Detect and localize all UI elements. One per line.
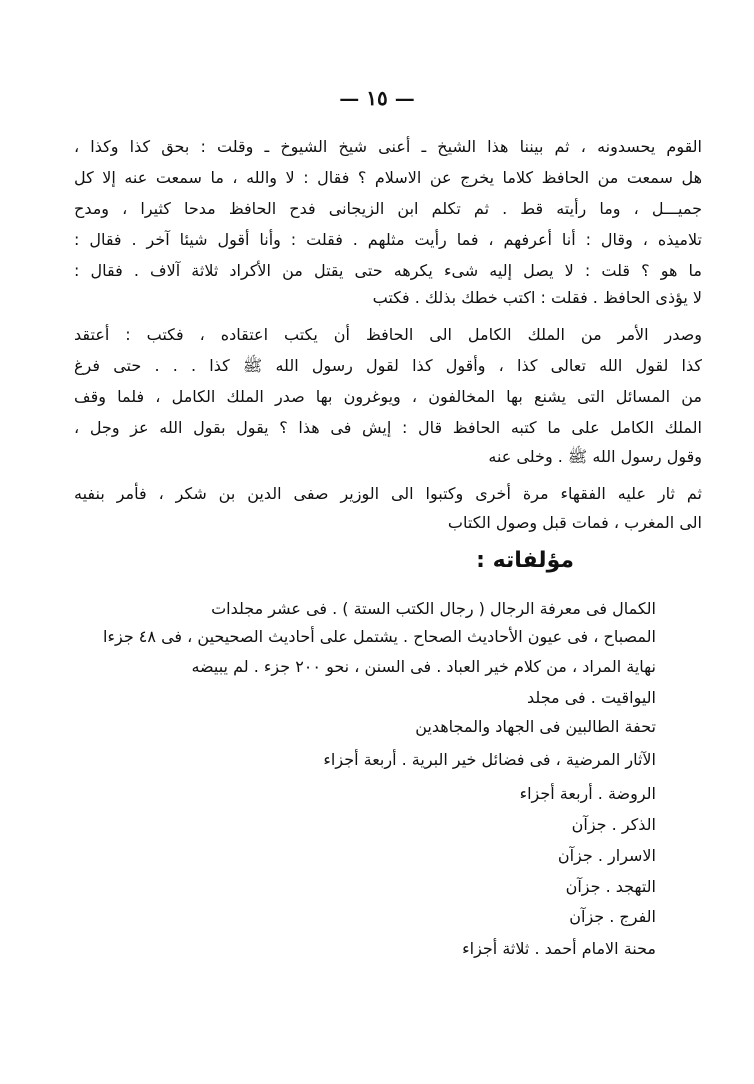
work-item: الروضة . أربعة أجزاء — [519, 784, 656, 803]
paragraph-1-line-2: هل سمعت من الحافظ كلاما يخرج عن الاسلام ؟ فقال : لا والله ، ما سمعت عنه إلا كل — [74, 168, 702, 187]
paragraph-1-line-5: ما هو ؟ قلت : لا يصل إليه شىء يكرهه حتى يقتل من الأكراد ثلاثة آلاف . فقال : — [74, 261, 702, 280]
section-heading: مؤلفاته : — [476, 548, 574, 573]
work-item: تحفة الطالبين فى الجهاد والمجاهدين — [415, 717, 656, 736]
work-item: الآثار المرضية ، فى فضائل خير البرية . أربعة أجزاء — [323, 750, 656, 769]
page-number: — ١٥ — — [339, 86, 415, 110]
work-item: المصباح ، فى عيون الأحاديث الصحاح . يشتمل على أحاديث الصحيحين ، فى ٤٨ جزءا — [103, 627, 656, 646]
paragraph-1-line-6: لا يؤذى الحافظ . فقلت : اكتب خطك بذلك . فكتب — [372, 288, 702, 307]
paragraph-2-line-5: وقول رسول الله ﷺ . وخلى عنه — [488, 447, 702, 466]
work-item: نهاية المراد ، من كلام خير العباد . فى السنن ، نحو ٢٠٠ جزء . لم يبيضه — [191, 657, 656, 676]
work-item: الذكر . جزآن — [571, 815, 656, 834]
work-item: الاسرار . جزآن — [557, 846, 656, 865]
paragraph-1-line-1: القوم يحسدونه ، ثم بيننا هذا الشيخ ـ أعنى شيخ الشيوخ ـ وقلت : بحق كذا وكذا ، — [74, 137, 702, 156]
paragraph-1-line-3: جميـــل ، وما رأيته قط . ثم تكلم ابن الزيجانى فدح الحافظ مدحا كثيرا ، ومدح — [74, 199, 702, 218]
paragraph-3-line-1: ثم ثار عليه الفقهاء مرة أخرى وكتبوا الى الوزير صفى الدين بن شكر ، فأمر بنفيه — [74, 484, 702, 503]
paragraph-2-line-4: الملك الكامل على ما كتبه الحافظ قال : إيش فى هذا ؟ يقول بقول الله عز وجل ، — [74, 418, 702, 437]
paragraph-2-line-3: من المسائل التى يشنع بها المخالفون ، ويوغرون بها صدر الملك الكامل ، فلما وقف — [74, 387, 702, 406]
work-item: الفرج . جزآن — [569, 907, 656, 926]
work-item: محنة الامام أحمد . ثلاثة أجزاء — [462, 939, 656, 958]
paragraph-3-line-2: الى المغرب ، فمات قبل وصول الكتاب — [447, 513, 702, 532]
paragraph-1-line-4: تلاميذه ، وقال : أنا أعرفهم ، فما رأيت مثلهم . فقلت : وأنا أقول شيئا آخر . فقال : — [74, 230, 702, 249]
paragraph-2-line-2: كذا لقول الله تعالى كذا ، وأقول كذا لقول رسول الله ﷺ كذا . . . حتى فرغ — [74, 356, 702, 375]
work-item: اليواقيت . فى مجلد — [527, 688, 656, 707]
work-item: التهجد . جزآن — [565, 877, 656, 896]
paragraph-2-line-1: وصدر الأمر من الملك الكامل الى الحافظ أن يكتب اعتقاده ، فكتب : أعتقد — [74, 325, 702, 344]
work-item: الكمال فى معرفة الرجال ( رجال الكتب الستة ) . فى عشر مجلدات — [211, 599, 656, 618]
